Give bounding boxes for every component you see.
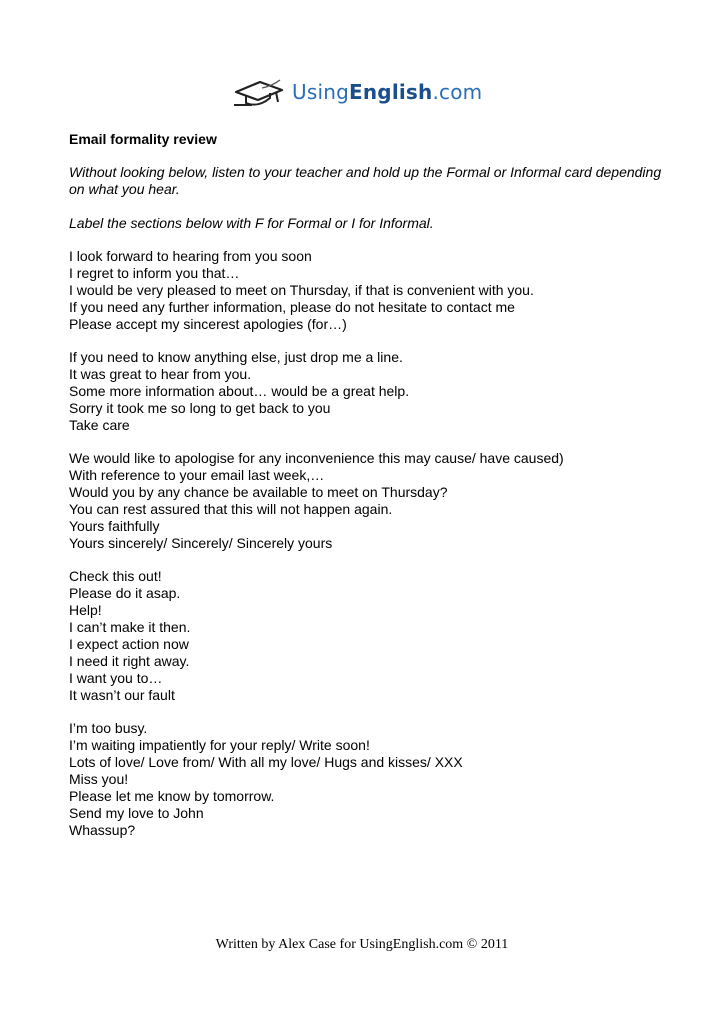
- phrase-line: Yours sincerely/ Sincerely/ Sincerely yours: [69, 535, 333, 551]
- instruction-listen: Without looking below, listen to your teacher and hold up the Formal or Informal card depending on what you hear.: [69, 164, 662, 197]
- phrase-line: Please accept my sincerest apologies (for…): [69, 316, 347, 332]
- phrase-line: I want you to…: [69, 670, 163, 686]
- phrase-line: Take care: [69, 417, 130, 433]
- page-title: Email formality review: [69, 131, 217, 147]
- phrase-group-1: [69, 248, 669, 333]
- phrase-line: I look forward to hearing from you soon: [69, 248, 312, 264]
- logo-text-using: Using: [292, 80, 349, 104]
- phrase-line: Whassup?: [69, 822, 136, 838]
- phrase-line: Check this out!: [69, 568, 162, 584]
- logo-wordmark: [292, 80, 482, 104]
- graduation-cap-icon: [232, 76, 288, 108]
- site-logo: [232, 74, 482, 110]
- phrase-line: It was great to hear from you.: [69, 366, 252, 382]
- phrase-line: It wasn’t our fault: [69, 687, 175, 703]
- phrase-line: Yours faithfully: [69, 518, 160, 534]
- phrase-line: I can’t make it then.: [69, 619, 191, 635]
- phrase-line: We would like to apologise for any inconvenience this may cause/ have caused): [69, 450, 564, 466]
- instruction-label: Label the sections below with F for Formal or I for Informal.: [69, 215, 434, 231]
- phrase-line: Please let me know by tomorrow.: [69, 788, 275, 804]
- phrase-line: Some more information about… would be a great help.: [69, 383, 410, 399]
- phrase-line: Help!: [69, 602, 102, 618]
- phrase-group-5: [69, 720, 669, 839]
- phrase-group-2: [69, 349, 669, 434]
- phrase-line: If you need any further information, please do not hesitate to contact me: [69, 299, 515, 315]
- phrase-line: I’m waiting impatiently for your reply/ Write soon!: [69, 737, 370, 753]
- logo-text-english: English: [349, 80, 433, 104]
- phrase-line: With reference to your email last week,…: [69, 467, 325, 483]
- phrase-line: I’m too busy.: [69, 720, 148, 736]
- phrase-line: You can rest assured that this will not happen again.: [69, 501, 393, 517]
- phrase-line: I expect action now: [69, 636, 189, 652]
- phrase-line: Send my love to John: [69, 805, 204, 821]
- phrase-group-4: [69, 568, 669, 704]
- phrase-line: I would be very pleased to meet on Thursday, if that is convenient with you.: [69, 282, 534, 298]
- document-body: [69, 131, 669, 839]
- phrase-line: If you need to know anything else, just drop me a line.: [69, 349, 403, 365]
- phrase-line: Lots of love/ Love from/ With all my love/ Hugs and kisses/ XXX: [69, 754, 463, 770]
- phrase-line: I regret to inform you that…: [69, 265, 240, 281]
- phrase-group-3: [69, 450, 669, 552]
- phrase-line: I need it right away.: [69, 653, 190, 669]
- logo-text-dotcom: .com: [432, 80, 483, 104]
- phrase-line: Sorry it took me so long to get back to you: [69, 400, 331, 416]
- phrase-line: Would you by any chance be available to meet on Thursday?: [69, 484, 448, 500]
- footer-credit: Written by Alex Case for UsingEnglish.com © 2011: [215, 937, 509, 952]
- phrase-line: Miss you!: [69, 771, 129, 787]
- phrase-line: Please do it asap.: [69, 585, 181, 601]
